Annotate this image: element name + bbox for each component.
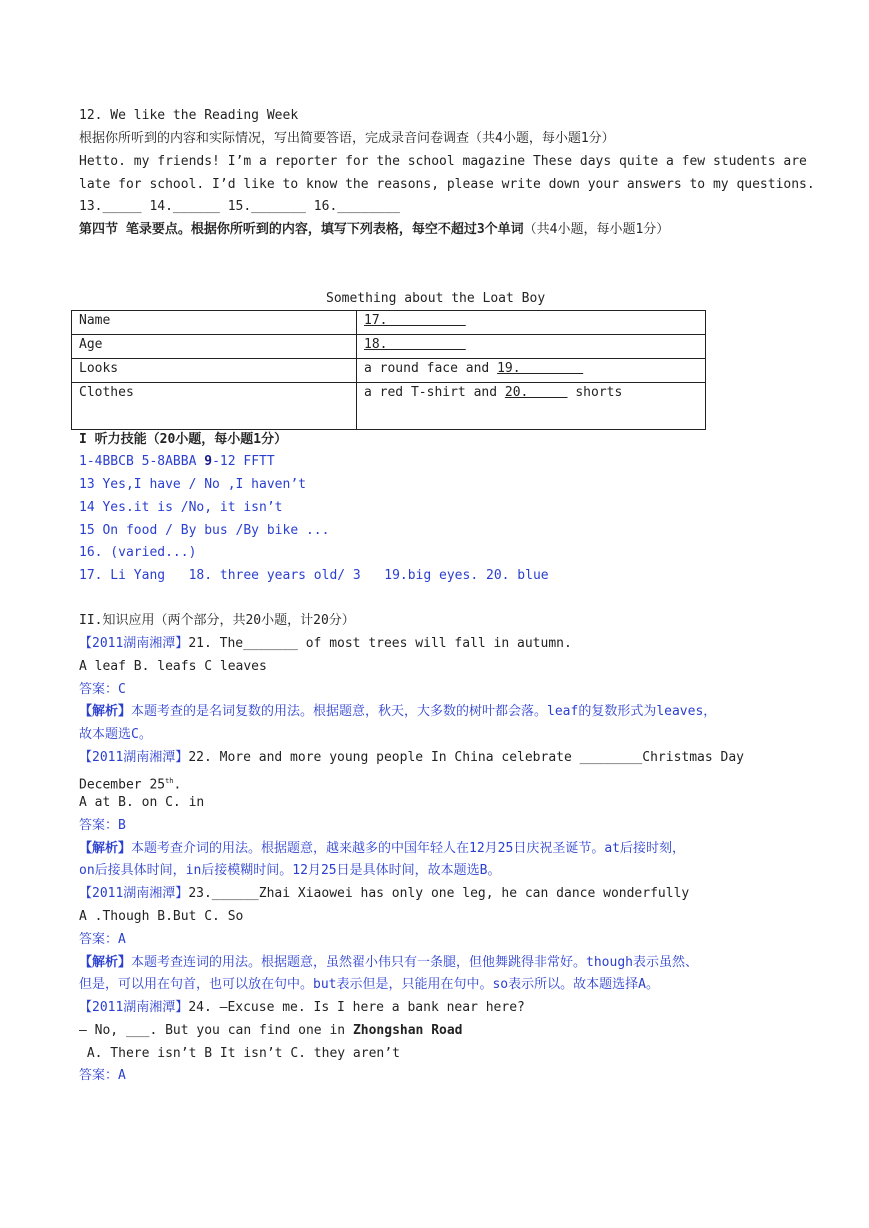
- answer-line-13: 13 Yes,I have / No ,I haven’t: [79, 477, 306, 492]
- source-tag: 【2011湖南湘潭】: [79, 750, 189, 765]
- source-tag: 【2011湖南湘潭】: [79, 886, 189, 901]
- section4-heading-normal: （共4小题，每小题1分）: [523, 222, 670, 237]
- answer-line-1: 1-4BBCB 5-8ABBA 9-12 FFTT: [79, 454, 275, 469]
- question-24: 【2011湖南湘潭】24. —Excuse me. Is I here a bank near here?: [79, 1000, 525, 1015]
- question-23-explanation-2: 但是，可以用在句首，也可以放在句中。but表示但是，只能用在句中。so表示所以。故本题选择A。: [79, 977, 659, 992]
- question-12: 12. We like the Reading Week: [79, 108, 299, 123]
- question-21-answer: 答案：C: [79, 682, 126, 697]
- answer-line-14: 14 Yes.it is /No, it isn’t: [79, 500, 283, 515]
- question-24-options: A. There isn’t B It isn’t C. they aren’t: [79, 1046, 400, 1061]
- question-21-explanation-1: 【解析】本题考查的是名词复数的用法。根据题意，秋天，大多数的树叶都会落。leaf的复数形式为leaves，: [79, 704, 717, 719]
- table-row: [72, 359, 706, 383]
- passage-line-1: Hetto. my friends! I’m a reporter for the school magazine These days quite a few students are: [79, 154, 807, 169]
- section4-heading: [79, 221, 669, 239]
- question-23: 【2011湖南湘潭】23.______Zhai Xiaowei has only one leg, he can dance wonderfully: [79, 886, 690, 901]
- part2-heading: II.知识应用（两个部分，共20小题，计20分）: [79, 613, 355, 628]
- blank-19: 19.: [497, 361, 584, 376]
- question-22: 【2011湖南湘潭】22. More and more young people In China celebrate ________Christmas Day: [79, 750, 745, 765]
- table-label: Age: [72, 335, 357, 359]
- question-22-explanation-1: 【解析】本题考查介词的用法。根据题意，越来越多的中国年轻人在12月25日庆祝圣诞节。at后接时刻，: [79, 841, 685, 856]
- source-tag: 【2011湖南湘潭】: [79, 1000, 189, 1015]
- question-21-options: A leaf B. leafs C leaves: [79, 659, 267, 674]
- section3-instruction: 根据你所听到的内容和实际情况，写出简要答语，完成录音问卷调查（共4小题，每小题1分）: [79, 131, 615, 146]
- table-row: [72, 335, 706, 359]
- table-label: Name: [72, 311, 357, 335]
- table-title: Something about the Loat Boy: [326, 291, 546, 306]
- answer-blanks-13-16: 13._____ 14.______ 15._______ 16.________: [79, 199, 400, 214]
- section4-heading-bold: 第四节 笔录要点。根据你所听到的内容，填写下列表格，每空不超过3个单词: [79, 222, 524, 237]
- notes-table: [71, 310, 706, 430]
- question-24-answer: 答案：A: [79, 1068, 126, 1083]
- table-row: [72, 383, 706, 430]
- question-22-answer: 答案：B: [79, 818, 126, 833]
- table-row: [72, 311, 706, 335]
- answer-line-17-20: 17. Li Yang 18. three years old/ 3 19.big eyes. 20. blue: [79, 568, 549, 583]
- blank-18: 18.: [364, 337, 466, 352]
- question-23-explanation-1: 【解析】本题考查连词的用法。根据题意，虽然翟小伟只有一条腿，但他舞跳得非常好。though表示虽然、: [79, 955, 698, 970]
- blank-17: 17.: [364, 313, 466, 328]
- question-23-options: A .Though B.But C. So: [79, 909, 244, 924]
- question-23-answer: 答案：A: [79, 932, 126, 947]
- source-tag: 【2011湖南湘潭】: [79, 636, 189, 651]
- table-cell: [357, 311, 706, 335]
- table-label: Looks: [72, 359, 357, 383]
- table-label: Clothes: [72, 383, 357, 430]
- question-22-explanation-2: on后接具体时间，in后接模糊时间。12月25日是具体时间，故本题选B。: [79, 863, 501, 878]
- question-24-line-2: — No, ___. But you can find one in Zhongshan Road: [79, 1023, 463, 1038]
- question-21: 【2011湖南湘潭】21. The_______ of most trees will fall in autumn.: [79, 636, 572, 651]
- table-cell: a red T-shirt and 20. shorts: [357, 383, 706, 430]
- table-cell: [357, 335, 706, 359]
- question-21-explanation-2: 故本题选C。: [79, 727, 152, 742]
- question-22-options: A at B. on C. in: [79, 795, 205, 810]
- answers-heading: I 听力技能（20小题，每小题1分）: [79, 432, 288, 447]
- passage-line-2: late for school. I’d like to know the reasons, please write down your answers to my questions.: [79, 177, 815, 192]
- question-22-line-2: December 25th.: [79, 777, 182, 793]
- table-cell: a round face and 19.: [357, 359, 706, 383]
- answer-line-16: 16. (varied...): [79, 545, 197, 560]
- blank-20: 20.: [504, 385, 568, 400]
- answer-line-15: 15 On food / By bus /By bike ...: [79, 523, 330, 538]
